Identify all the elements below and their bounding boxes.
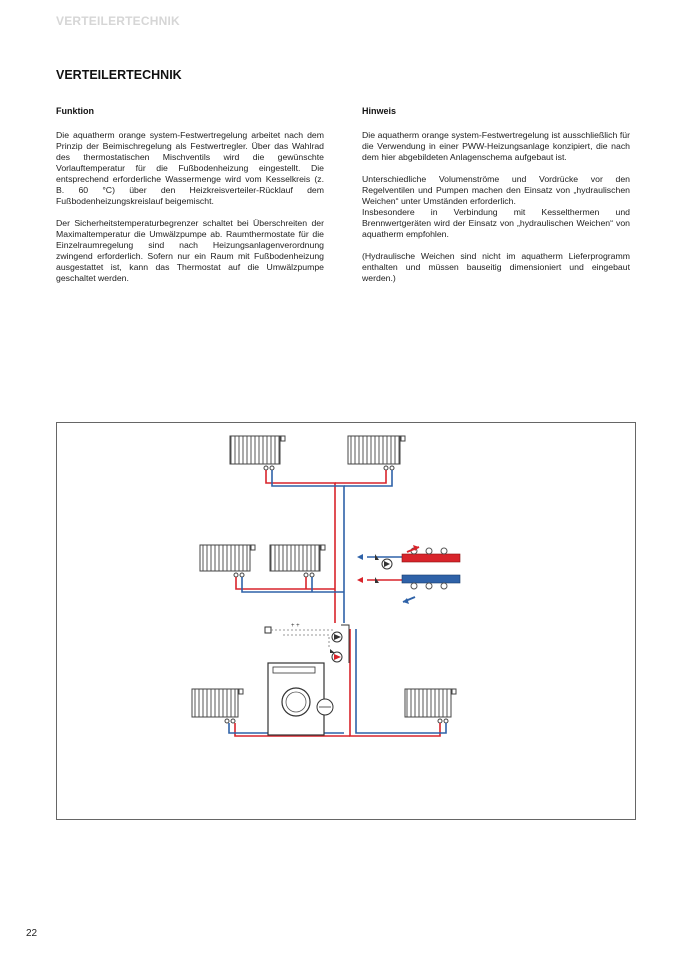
radiator-bottom-left bbox=[192, 689, 243, 723]
svg-text:+ +: + + bbox=[291, 623, 300, 629]
radiator-top-right bbox=[348, 436, 405, 470]
note-paragraph-3: Insbesondere in Verbindung mit Kesselthermen und Brennwertgeräten wird der Einsatz von „hydraulischen Weichen“ von aquatherm empfohlen. bbox=[362, 207, 630, 239]
radiator-middle-left bbox=[200, 545, 255, 577]
floor-heating-manifold bbox=[375, 548, 460, 589]
mixing-control-group bbox=[265, 623, 349, 663]
radiator-middle-right bbox=[270, 545, 325, 577]
heating-system-diagram bbox=[56, 422, 636, 820]
note-heading: Hinweis bbox=[362, 106, 397, 116]
function-paragraph-2: Der Sicherheitstemperaturbegrenzer schaltet bei Überschreiten der Maximaltemperatur die Umwälzpumpe ab. Raumthermostate für die Einzelraumregelung sind nach Heizungsanlagenverordnung zwingend erforderlich. Sofern nur ein Raum mit Fußbodenheizung ausgestattet ist, kann das Thermostat auf die Umwälzpumpe geschaltet werden. bbox=[56, 218, 324, 283]
running-header: VERTEILERTECHNIK bbox=[56, 14, 180, 28]
note-paragraph-4: (Hydraulische Weichen sind nicht im aquatherm Lieferprogramm enthalten und müssen bauseitig dimensioniert und eingebaut werden.) bbox=[362, 251, 630, 283]
function-heading: Funktion bbox=[56, 106, 94, 116]
note-paragraph-2: Unterschiedliche Volumenströme und Vordrücke vor den Regelventilen und Pumpen machen den Einsatz von „hydraulischen Weichen“ unter Umständen erforderlich. bbox=[362, 174, 630, 206]
page-number: 22 bbox=[26, 928, 38, 939]
system-schematic bbox=[57, 423, 635, 819]
note-paragraph-1: Die aquatherm orange system-Festwertregelung ist ausschließlich für die Verwendung in einer PWW-Heizungsanlage konzipiert, die nach dem hier abgebildeten Anlagenschema aufgebaut ist. bbox=[362, 130, 630, 162]
note-column bbox=[362, 106, 630, 295]
section-title: VERTEILERTECHNIK bbox=[56, 68, 182, 82]
function-paragraph-1: Die aquatherm orange system-Festwertregelung arbeitet nach dem Prinzip der Beimischregelung als Festwertregler. Über das Wahlrad des thermostatischen Mischventils wird die gewünschte Vorlauftemperatur für die Fußbodenheizung eingestellt. Die entsprechend erforderliche Wassermenge wird vom Kesselkreis (z. B. 60 °C) über den Heizkreisverteiler-Rücklauf dem Fußbodenheizungskreislauf beigemischt. bbox=[56, 130, 324, 206]
radiator-top-left bbox=[230, 436, 285, 470]
radiator-bottom-right bbox=[405, 689, 456, 723]
boiler bbox=[268, 663, 333, 735]
function-column bbox=[56, 106, 324, 295]
